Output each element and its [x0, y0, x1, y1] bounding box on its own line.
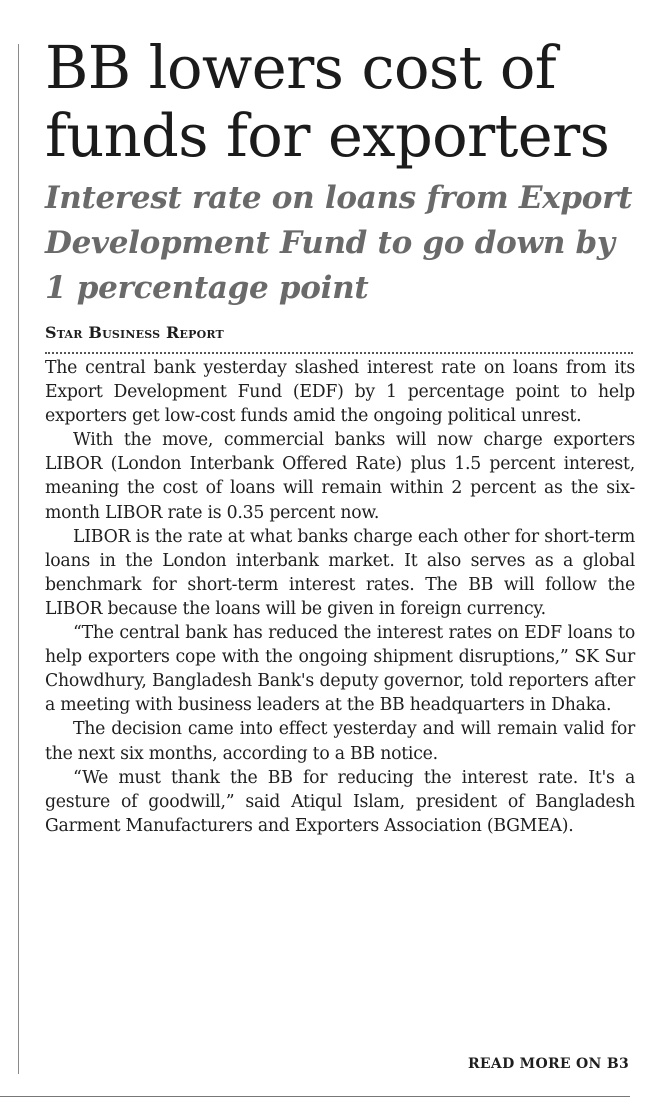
news-article	[45, 34, 635, 838]
read-more-link[interactable]: READ MORE ON B3	[468, 1056, 629, 1072]
paragraph: With the move, commercial banks will now charge exporters LIBOR (London Interbank Offered Rate) plus 1.5 percent interest, meaning the cost of loans will remain within 2 percent as the six-month LIBOR rate is 0.35 percent now.	[45, 430, 635, 523]
headline: BB lowers cost of funds for exporters	[45, 33, 610, 170]
dotted-divider	[45, 352, 633, 354]
paragraph: The decision came into effect yesterday and will remain valid for the next six months, according to a BB notice.	[45, 719, 635, 764]
paragraph: The central bank yesterday slashed interest rate on loans from its Export Development Fund (EDF) by 1 percentage point to help exporters get low-cost funds amid the ongoing political unrest.	[45, 358, 635, 427]
paragraph: “We must thank the BB for reducing the interest rate. It's a gesture of goodwill,” said Atiqul Islam, president of Bangladesh Garment Manufacturers and Exporters Association (BGMEA).	[45, 767, 635, 836]
byline: Star Business Report	[45, 323, 224, 342]
column-rule-left	[18, 44, 19, 1074]
bottom-rule	[0, 1096, 630, 1097]
subheadline: Interest rate on loans from Export Development Fund to go down by 1 percentage point	[45, 180, 633, 306]
paragraph: LIBOR is the rate at what banks charge each other for short-term loans in the London interbank market. It also serves as a global benchmark for short-term interest rates. The BB will follow the LIBOR because the loans will be given in foreign currency.	[45, 526, 635, 619]
paragraph: “The central bank has reduced the interest rates on EDF loans to help exporters cope with the ongoing shipment disruptions,” SK Sur Chowdhury, Bangladesh Bank's deputy governor, told reporters after a meeting with business leaders at the BB headquarters in Dhaka.	[45, 623, 635, 716]
article-body	[45, 356, 635, 838]
